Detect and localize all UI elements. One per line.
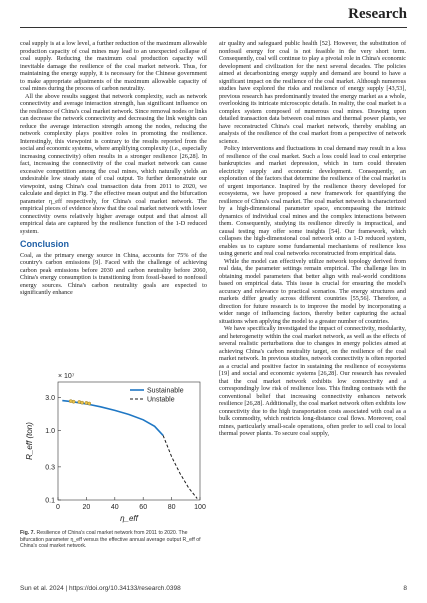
y-tick-label: 0.1 <box>45 497 55 505</box>
x-tick-label: 20 <box>82 504 91 511</box>
figure-caption <box>20 530 210 550</box>
right-paragraph-2: Policy interventions and fluctuations in coal demand may result in a loss of resilience of the coal market. Such a loss could lead to coal enterprise bankruptcies and market depression, which in turn could threaten electricity supply and economic development. Consequently, an exploration of the factors that determine the resilience of the coal market is of urgent importance. Inspired by the resilience theory developed for ecosystems, we have proposed a new framework for quantifying the resilience of China's coal market. The coal market network is characterized by a high-dimensional parameter space, encompassing the intrinsic dynamics of individual coal mines and the complex interactions between them. Consequently, studying its resilience directly is impractical, and causal testing may offer some insights [54]. Our framework, which collapses the high-dimensional coal network onto a 1-D reduced system, enables us to capture some fundamental mechanisms of resilience loss using generic and real coal networks reconstructed from empirical data. <box>219 145 406 257</box>
y-axis-label: R_eff (ton) <box>25 422 34 460</box>
plot-frame <box>58 382 200 500</box>
page-number: 8 <box>403 585 407 592</box>
x-tick-label: 80 <box>167 504 176 511</box>
conclusion-heading: Conclusion <box>20 239 69 249</box>
figure-7 <box>20 368 210 528</box>
x-tick-label: 60 <box>139 504 148 511</box>
resilience-chart <box>20 368 210 528</box>
right-paragraph-3: While the model can effectively utilize network topology derived from real data, the parameter settings remain empirical. The challenge lies in obtaining model parameters that better align with real-world conditions based on empirical data. This issue is crucial for ensuring the model's accuracy and relevance to practical scenarios. The energy structures and markets differ greatly across different countries [55,56]. Therefore, a direction for future research is to improve the model by incorporating a wider range of influencing factors, thereby better capturing the actual situations when applying the model to a greater number of countries. <box>219 257 406 325</box>
right-paragraph-4: We have specifically investigated the impact of connectivity, modularity, and heterogeneity within the coal market network, as well as the effects of several realistic perturbations due to changes in energy policies aimed at achieving China's carbon neutrality target, on the resilience of the coal market network. In previous studies, network connectivity is often reported as a crucial and positive factor in sustaining the resilience of ecosystems [19] and social and economic systems [26,28]. Our research has revealed that the coal market network exhibits low connectivity and a correspondingly low risk of resilience loss. This finding contrasts with the conventional belief that increasing connectivity enhances network resilience [26,28]. Additionally, the coal market network often exhibits low connectivity due to the high transportation costs associated with coal as a bulk commodity, which restricts long-distance coal flows. Moreover, coal mines, particularly small-scale operations, often prefer to sell coal to local thermal power plants. To secure coal supply, <box>219 325 406 437</box>
legend-label: Unstable <box>147 396 175 404</box>
footer-citation: Sun et al. 2024 | https://doi.org/10.34133/research.0398 <box>20 585 181 592</box>
series-layer <box>62 401 197 499</box>
y-tick-label: 1.0 <box>45 428 55 436</box>
empirical-point <box>69 400 72 403</box>
x-tick-label: 100 <box>194 504 206 511</box>
caption-text: Resilience of China's coal market network from 2011 to 2020. The bifurcation parameter η_eff versus the effective annual average output R_eff of China's coal market network. <box>20 530 201 550</box>
legend-layer <box>130 388 184 404</box>
x-axis-label: η_eff <box>120 514 138 523</box>
empirical-point <box>88 402 91 405</box>
empirical-point <box>81 401 84 404</box>
x-tick-label: 0 <box>56 504 60 511</box>
series-line-sustainable <box>62 401 163 436</box>
empirical-point <box>72 400 75 403</box>
left-column <box>20 40 207 297</box>
journal-name: Research <box>348 6 407 22</box>
header-rule <box>20 27 407 28</box>
right-column <box>219 40 406 438</box>
right-paragraph-1: air quality and safeguard public health [52]. However, the substitution of nonfossil energy for coal is not feasible in the very short term. Consequently, coal will continue to play a pivotal role in China's economic development and civilization for the next several decades. The policies aimed at decarbonizing energy supply and demand are bound to have a significant impact on the resilience of the coal market. Although numerous studies have explored the risks and resilience of energy supply [43,53], previous research has predominantly treated the energy market as a whole, overlooking its intricate microscopic details. In reality, the coal market is a complex system composed of numerous coal mines. Drawing upon detailed transaction data between coal mines and thermal power plants, we have reconstructed China's coal market network, thereby enabling an analysis of the resilience of the coal market from a perspective of network science. <box>219 40 406 145</box>
axes-layer <box>25 373 206 523</box>
left-paragraph-2: All the above results suggest that network complexity, such as network connectivity and average interaction strength, has significant influence on the resilience of China's coal market network. Since removal nodes or links can decrease the network connectivity and decreasing the link weights can reduce the average interaction strength among the nodes, reducing the network complexity plays positive roles in promoting the resilience. Interestingly, this viewpoint is contrary to the results reported from the social and economic systems, where amplifying complexity (i.e., especially increasing connectivity) often results in a stronger resilience [26,28]. In fact, increasing the connectivity of the coal market network can cause excessive competition among the coal mines, which naturally yields an undesirable low steady state of coal output. To further demonstrate our viewpoint, using China's coal transaction data from 2011 to 2020, we calculate and depict in Fig. 7 the effective mean output and the bifurcation parameter η_eff respectively, for China's coal market network. The empirical pieces of evidence show that the coal market network with lower connectivity owns relatively higher average output and that almost all empirical data are captured by the resilience function of the 1-D reduced system. <box>20 92 207 235</box>
legend-label: Sustainable <box>147 387 184 395</box>
y-tick-label: 3.0 <box>45 394 55 402</box>
caption-label: Fig. 7. <box>20 530 35 536</box>
series-line-unstable <box>163 435 197 498</box>
y-tick-label: 0.3 <box>45 464 55 472</box>
x-tick-label: 40 <box>110 504 119 511</box>
conclusion-paragraph: Coal, as the primary energy source in China, accounts for 75% of the country's carbon emissions [9]. Faced with the challenge of achieving carbon peak emissions before 2030 and carbon neutrality before 2060, China's energy consumption is transitioning from fossil-based to nonfossil energy sources. China's carbon neutrality goals are expected to significantly enhance <box>20 251 207 296</box>
y-multiplier: × 10⁷ <box>58 373 75 380</box>
left-paragraph-1: coal supply is at a low level, a further reduction of the maximum allowable production capacity of coal mines may lead to an unexpected collapse of coal supply. Reducing the maximum coal production capacity will inevitable damage the resilience of the coal market network. Thus, for maintaining the energy supply, it is necessary for the Chinese government to make appropriate adjustments of the maximum allowable capacity of coal mines during the process of carbon neutrality. <box>20 40 207 92</box>
